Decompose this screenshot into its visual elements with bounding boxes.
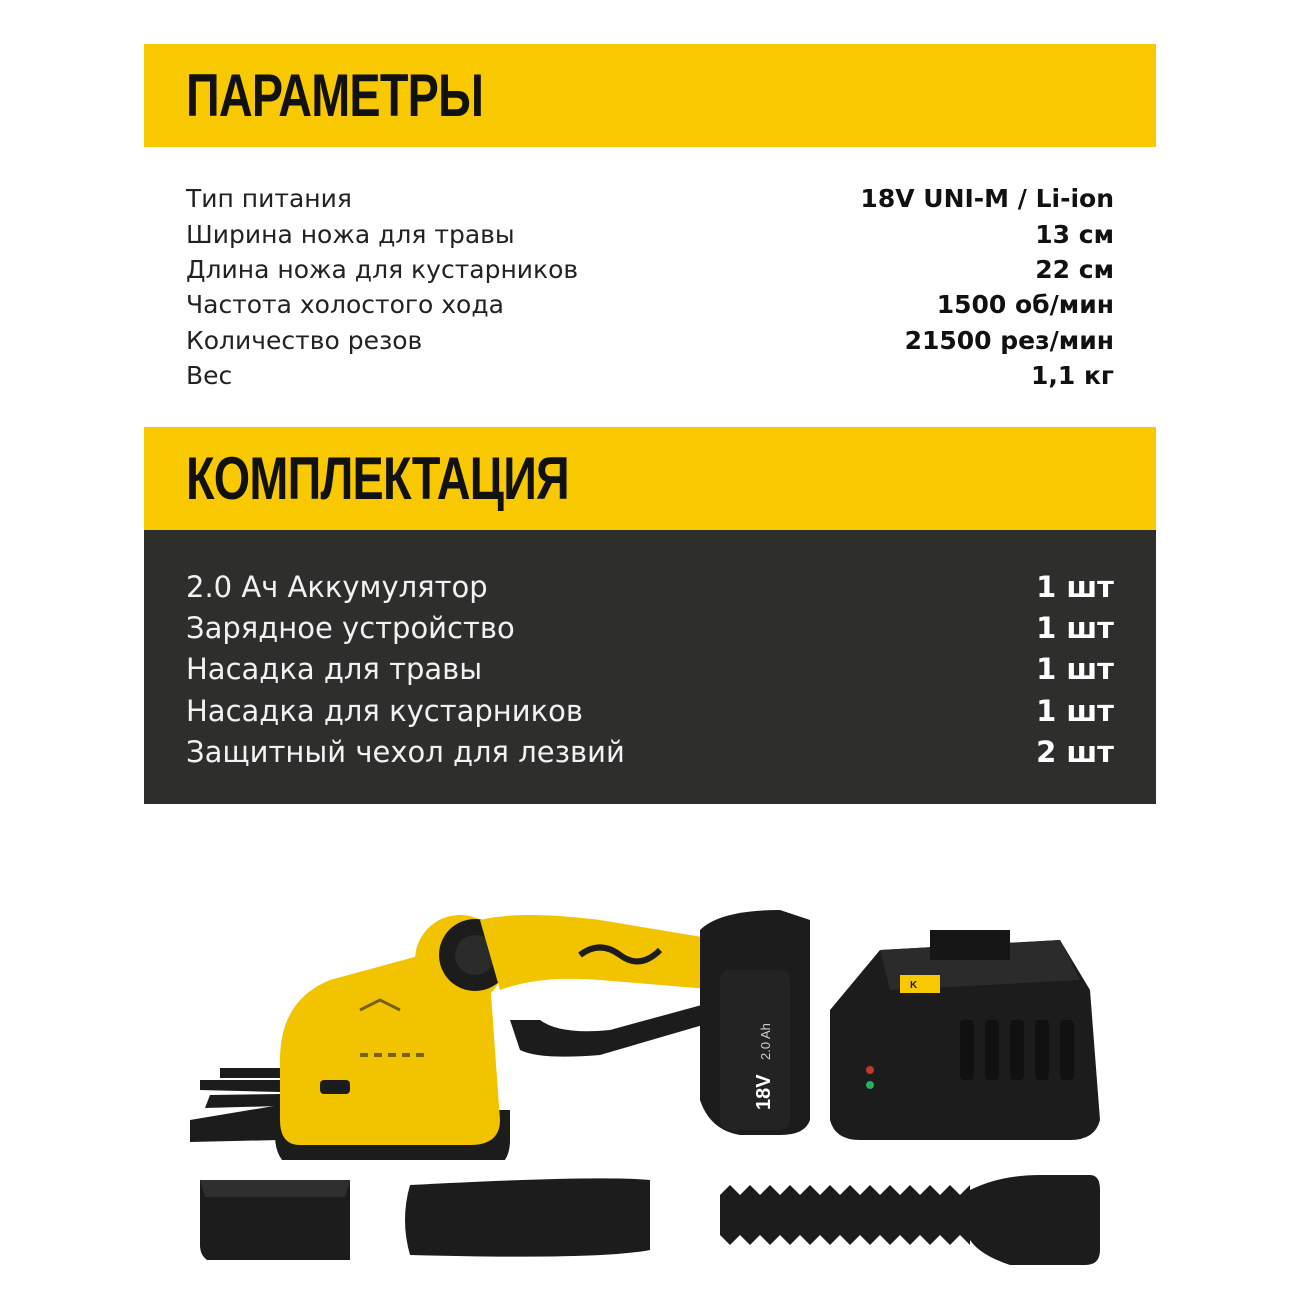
kit-qty: 1 шт — [1036, 652, 1114, 687]
kit-row — [186, 649, 1114, 690]
param-row — [186, 252, 1114, 287]
param-value: 22 см — [1035, 254, 1114, 284]
kit-qty: 1 шт — [1036, 693, 1114, 728]
params-table — [186, 181, 1114, 393]
param-value: 21500 рез/мин — [904, 325, 1114, 355]
param-label: Частота холостого хода — [186, 290, 504, 320]
param-row — [186, 358, 1114, 393]
kit-row — [186, 566, 1114, 607]
kit-row — [186, 731, 1114, 772]
params-title: ПАРАМЕТРЫ — [186, 61, 484, 129]
param-row — [186, 216, 1114, 251]
param-row — [186, 287, 1114, 322]
param-value: 1500 об/мин — [936, 290, 1114, 320]
param-value: 13 см — [1035, 219, 1114, 249]
param-value: 18V UNI-M / Li-ion — [860, 184, 1114, 214]
param-value: 1,1 кг — [1030, 361, 1114, 391]
kit-label: Защитный чехол для лезвий — [186, 734, 625, 769]
hedge-blade-cover-illustration — [400, 1175, 660, 1265]
param-label: Ширина ножа для травы — [186, 219, 515, 249]
kit-qty: 1 шт — [1036, 569, 1114, 604]
param-row — [186, 181, 1114, 216]
param-row — [186, 323, 1114, 358]
grass-blade-cover-illustration — [195, 1175, 355, 1265]
kit-label: Насадка для кустарников — [186, 693, 583, 728]
kit-label: Насадка для травы — [186, 652, 483, 687]
svg-text:K: K — [910, 980, 918, 991]
charger-illustration — [820, 930, 1120, 1150]
params-header — [144, 44, 1156, 147]
svg-text:18V: 18V — [753, 1074, 775, 1110]
param-label: Тип питания — [186, 184, 352, 214]
param-label: Вес — [186, 361, 233, 391]
kit-header — [144, 427, 1156, 530]
svg-text:2.0 Ah: 2.0 Ah — [758, 1023, 773, 1060]
kit-list — [144, 530, 1156, 804]
kit-row — [186, 690, 1114, 731]
param-label: Количество резов — [186, 325, 423, 355]
product-photo — [180, 880, 1120, 1280]
kit-qty: 1 шт — [1036, 610, 1114, 645]
kit-label: 2.0 Ач Аккумулятор — [186, 569, 488, 604]
param-label: Длина ножа для кустарников — [186, 254, 579, 284]
kit-label: Зарядное устройство — [186, 610, 515, 645]
kit-row — [186, 607, 1114, 648]
grass-shears-illustration — [180, 880, 820, 1160]
hedge-blade-attachment-illustration — [710, 1170, 1110, 1270]
kit-title: КОМПЛЕКТАЦИЯ — [186, 444, 569, 512]
kit-qty: 2 шт — [1036, 734, 1114, 769]
